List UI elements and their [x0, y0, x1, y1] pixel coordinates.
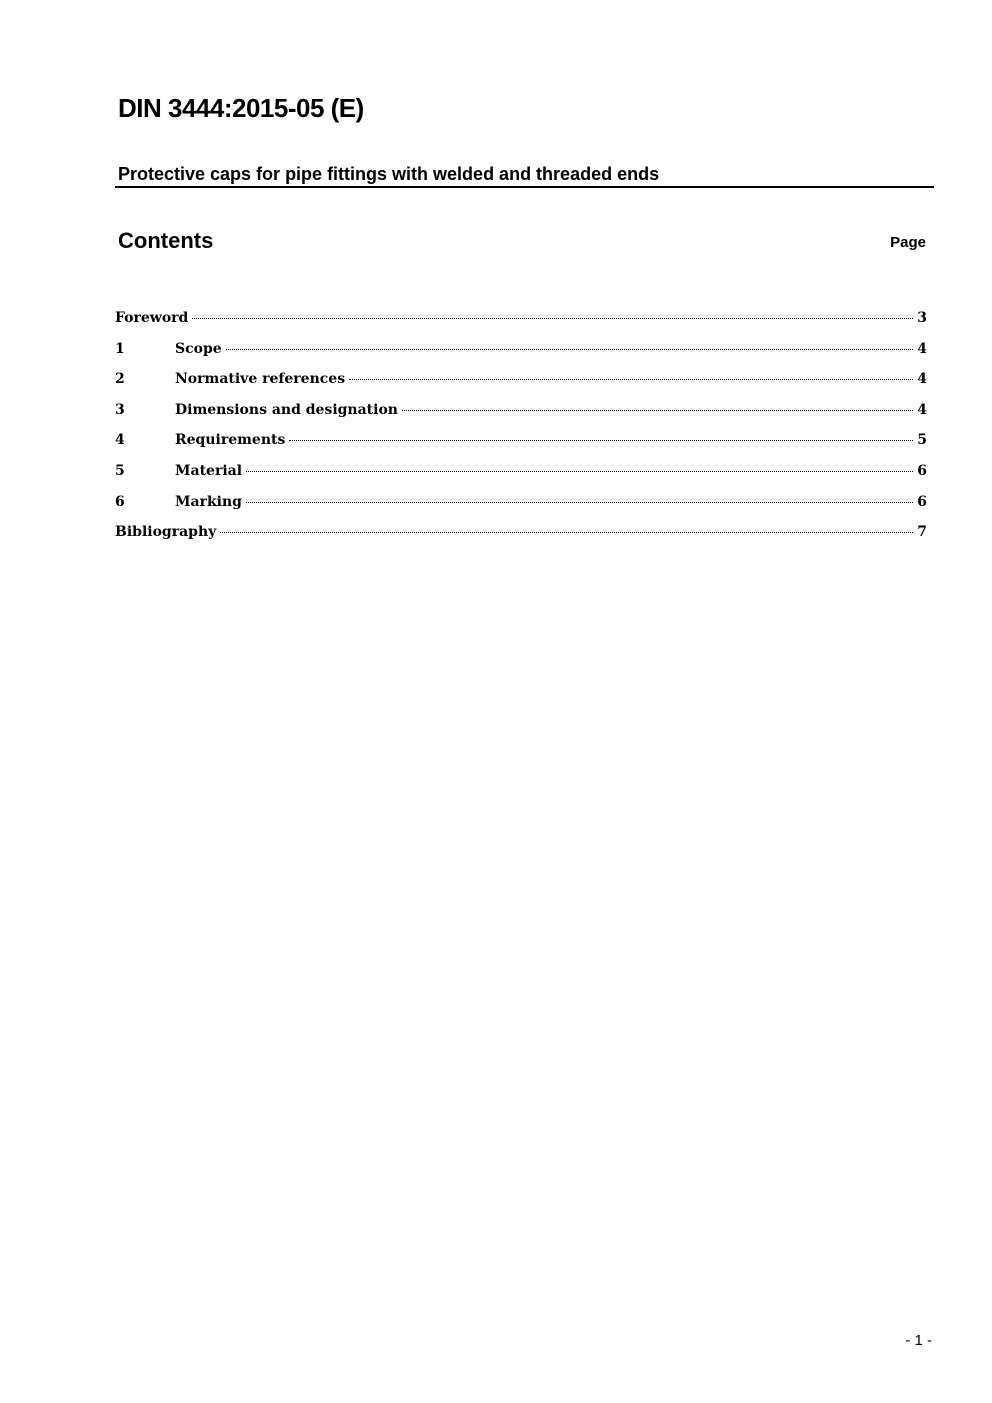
- toc-entry-normative-references[interactable]: [115, 371, 927, 402]
- toc-dot-leader: [246, 471, 913, 472]
- toc-entry-number: 2: [115, 371, 125, 388]
- toc-entry-marking[interactable]: [115, 494, 927, 525]
- toc-dot-leader: [192, 318, 913, 319]
- toc-entry-label: Dimensions and designation: [175, 401, 398, 418]
- toc-entry-page: 5: [917, 432, 927, 449]
- toc-entry-page: 3: [917, 310, 927, 326]
- toc-entry-label: Marking: [175, 493, 242, 510]
- toc-entry-page: 7: [917, 524, 927, 541]
- toc-entry-dimensions-and-designation[interactable]: [115, 402, 927, 433]
- page-number: - 1 -: [905, 1332, 932, 1349]
- toc-entry-page: 4: [917, 371, 927, 388]
- toc-dot-leader: [246, 502, 913, 503]
- contents-heading: Contents: [118, 228, 214, 253]
- toc-entry-page: 4: [917, 401, 927, 418]
- toc-entry-label: Requirements: [175, 432, 286, 449]
- toc-entry-label: Foreword: [115, 310, 189, 326]
- toc-entry-foreword[interactable]: [115, 310, 927, 341]
- toc-entry-label: Scope: [175, 340, 222, 357]
- document-title: Protective caps for pipe fittings with welded and threaded ends: [118, 164, 660, 184]
- page-column-heading: Page: [890, 234, 926, 251]
- toc-dot-leader: [226, 349, 914, 350]
- toc-entry-page: 6: [917, 462, 927, 479]
- toc-dot-leader: [349, 379, 913, 380]
- toc-dot-leader: [402, 410, 913, 411]
- toc-entry-bibliography[interactable]: [115, 524, 927, 555]
- toc-entry-requirements[interactable]: [115, 432, 927, 463]
- toc-entry-label: Bibliography: [115, 524, 217, 541]
- toc-entry-page: 6: [917, 493, 927, 510]
- toc-entry-material[interactable]: [115, 463, 927, 494]
- toc-entry-label: Normative references: [175, 371, 346, 388]
- toc-entry-label: Material: [175, 462, 243, 479]
- toc-entry-number: 6: [115, 493, 125, 510]
- toc-entry-page: 4: [917, 340, 927, 357]
- document-id: DIN 3444:2015-05 (E): [118, 93, 364, 123]
- toc-entry-number: 3: [115, 401, 125, 418]
- toc-entry-scope[interactable]: [115, 341, 927, 372]
- toc-entry-number: 5: [115, 462, 125, 479]
- toc-dot-leader: [289, 440, 913, 441]
- table-of-contents: [115, 310, 927, 555]
- toc-entry-number: 4: [115, 432, 125, 449]
- title-underline: [115, 186, 934, 188]
- toc-entry-number: 1: [115, 340, 125, 357]
- toc-dot-leader: [220, 532, 913, 533]
